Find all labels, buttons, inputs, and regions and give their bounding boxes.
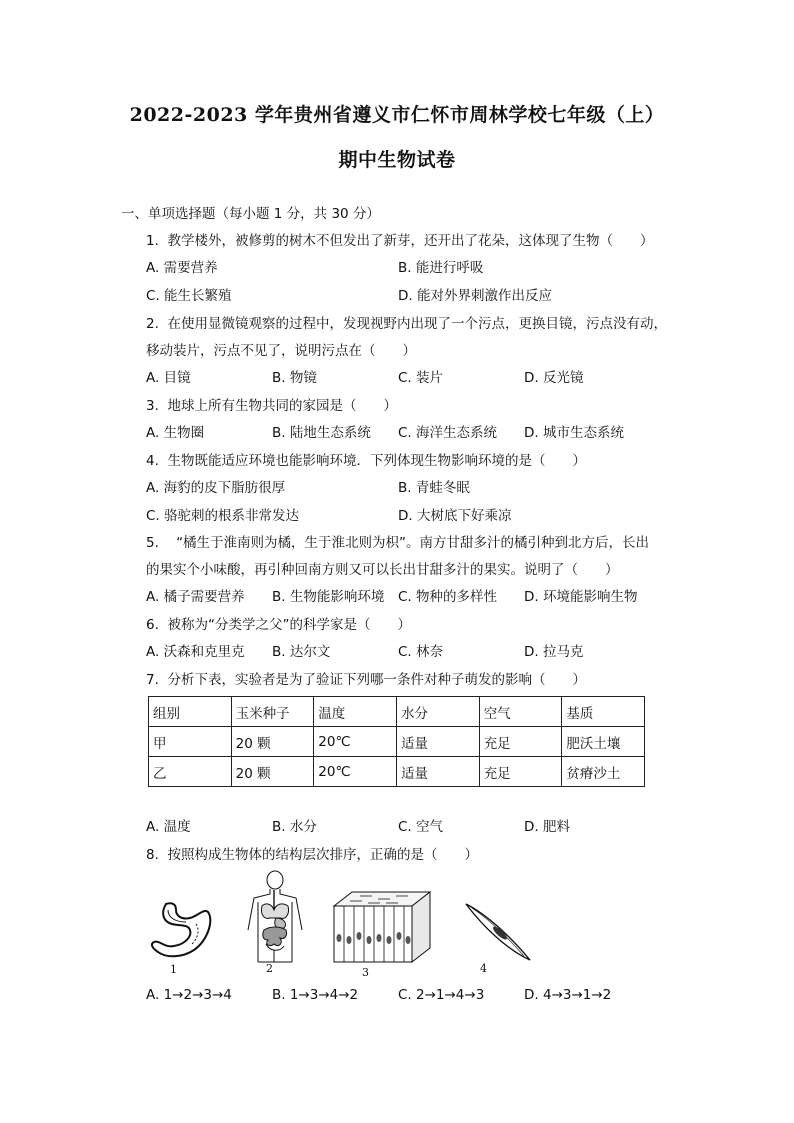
option-b[interactable]: B. 达尔文 [272,644,331,660]
question-text: 按照构成生物体的结构层次排序，正确的是（ ） [167,847,478,863]
option-c[interactable]: C. 空气 [398,819,444,835]
figure-label-3: 3 [362,966,369,979]
table-cell: 肥沃土壤 [562,727,645,757]
table-cell: 适量 [397,757,480,787]
question-number: 1. [146,233,159,249]
option-a[interactable]: A. 沃森和克里克 [146,644,245,660]
question-number: 4. [146,453,159,469]
option-b[interactable]: B. 水分 [272,819,317,835]
question-text: 在使用显微镜观察的过程中，发现视野内出现了一个污点，更换目镜，污点没有动， [167,316,667,332]
table-cell: 20 颗 [231,757,314,787]
table-header-cell: 温度 [314,697,397,727]
table-cell: 乙 [149,757,232,787]
option-b[interactable]: B. 物镜 [272,370,317,386]
option-d[interactable]: D. 环境能影响生物 [524,589,638,605]
question-7 [146,671,586,689]
table-row [149,727,645,757]
option-d[interactable]: D. 能对外界刺激作出反应 [398,288,552,304]
option-c[interactable]: C. 林奈 [398,644,444,660]
table-header-row [149,697,645,727]
option-a[interactable]: A. 1→2→3→4 [146,987,232,1003]
table-cell: 充足 [479,757,562,787]
question-number: 3. [146,398,159,414]
question-number: 5. [146,535,159,551]
question-text: “橘生于淮南则为橘，生于淮北则为枳”。南方甘甜多汁的橘引种到北方后，长出 [176,535,650,551]
option-b[interactable]: B. 能进行呼吸 [398,260,484,276]
option-a[interactable]: A. 橘子需要营养 [146,589,245,605]
question-6 [146,616,411,634]
question-8 [146,846,478,864]
figure-label-4: 4 [480,962,487,975]
table-cell: 20℃ [314,757,397,787]
table-cell: 20℃ [314,727,397,757]
option-c[interactable]: C. 能生长繁殖 [146,288,232,304]
table-cell: 贫瘠沙土 [562,757,645,787]
option-a[interactable]: A. 海豹的皮下脂肪很厚 [146,480,286,496]
option-b[interactable]: B. 青蛙冬眠 [398,480,470,496]
option-c[interactable]: C. 海洋生态系统 [398,425,498,441]
question-text-continued: 的果实个小味酸，再引种回南方则又可以长出甘甜多汁的果实。说明了（ ） [146,562,619,578]
option-d[interactable]: D. 4→3→1→2 [524,987,612,1003]
table-cell: 充足 [479,727,562,757]
option-d[interactable]: D. 肥料 [524,819,570,835]
figure-label-2: 2 [266,962,273,975]
exam-title-line1: 2022-2023 学年贵州省遵义市仁怀市周林学校七年级（上） [129,104,665,126]
option-d[interactable]: D. 城市生态系统 [524,425,624,441]
option-c[interactable]: C. 2→1→4→3 [398,987,485,1003]
option-c[interactable]: C. 装片 [398,370,444,386]
option-d[interactable]: D. 反光镜 [524,370,584,386]
experiment-table [148,696,645,787]
option-a[interactable]: A. 生物圈 [146,425,205,441]
question-number: 8. [146,847,159,863]
option-a[interactable]: A. 目镜 [146,370,191,386]
table-header-cell: 空气 [479,697,562,727]
tissue-block-illustration [330,888,434,966]
question-number: 7. [146,672,159,688]
question-1 [146,232,653,250]
exam-title-line2: 期中生物试卷 [338,149,456,171]
question-text: 被称为“分类学之父”的科学家是（ ） [167,617,411,633]
question-number: 6. [146,617,159,633]
option-b[interactable]: B. 生物能影响环境 [272,589,385,605]
question-4 [146,452,586,470]
question-text: 地球上所有生物共同的家园是（ ） [167,398,397,414]
option-a[interactable]: A. 需要营养 [146,260,218,276]
option-c[interactable]: C. 骆驼刺的根系非常发达 [146,508,300,524]
section-heading: 一、单项选择题（每小题 1 分，共 30 分） [121,206,380,222]
question-2 [146,315,667,333]
table-cell: 20 颗 [231,727,314,757]
table-header-cell: 玉米种子 [231,697,314,727]
table-header-cell: 组别 [149,697,232,727]
option-d[interactable]: D. 拉马克 [524,644,584,660]
question-text: 分析下表，实验者是为了验证下列哪一条件对种子萌发的影响（ ） [167,672,586,688]
table-row [149,757,645,787]
option-b[interactable]: B. 陆地生态系统 [272,425,371,441]
stomach-illustration [146,900,216,962]
table-cell: 甲 [149,727,232,757]
option-d[interactable]: D. 大树底下好乘凉 [398,508,512,524]
table-header-cell: 水分 [397,697,480,727]
figure-label-1: 1 [170,963,177,976]
question-number: 2. [146,316,159,332]
option-a[interactable]: A. 温度 [146,819,191,835]
option-b[interactable]: B. 1→3→4→2 [272,987,359,1003]
question-text-continued: 移动装片，污点不见了，说明污点在（ ） [146,343,416,359]
spindle-cell-illustration [462,900,534,964]
question-3 [146,397,397,415]
question-text: 生物既能适应环境也能影响环境．下列体现生物影响环境的是（ ） [167,453,586,469]
question-text: 教学楼外，被修剪的树木不但发出了新芽，还开出了花朵，这体现了生物（ ） [167,233,654,249]
option-c[interactable]: C. 物种的多样性 [398,589,498,605]
table-cell: 适量 [397,727,480,757]
question-5 [146,534,649,552]
human-body-organs-illustration [240,870,310,968]
table-header-cell: 基质 [562,697,645,727]
